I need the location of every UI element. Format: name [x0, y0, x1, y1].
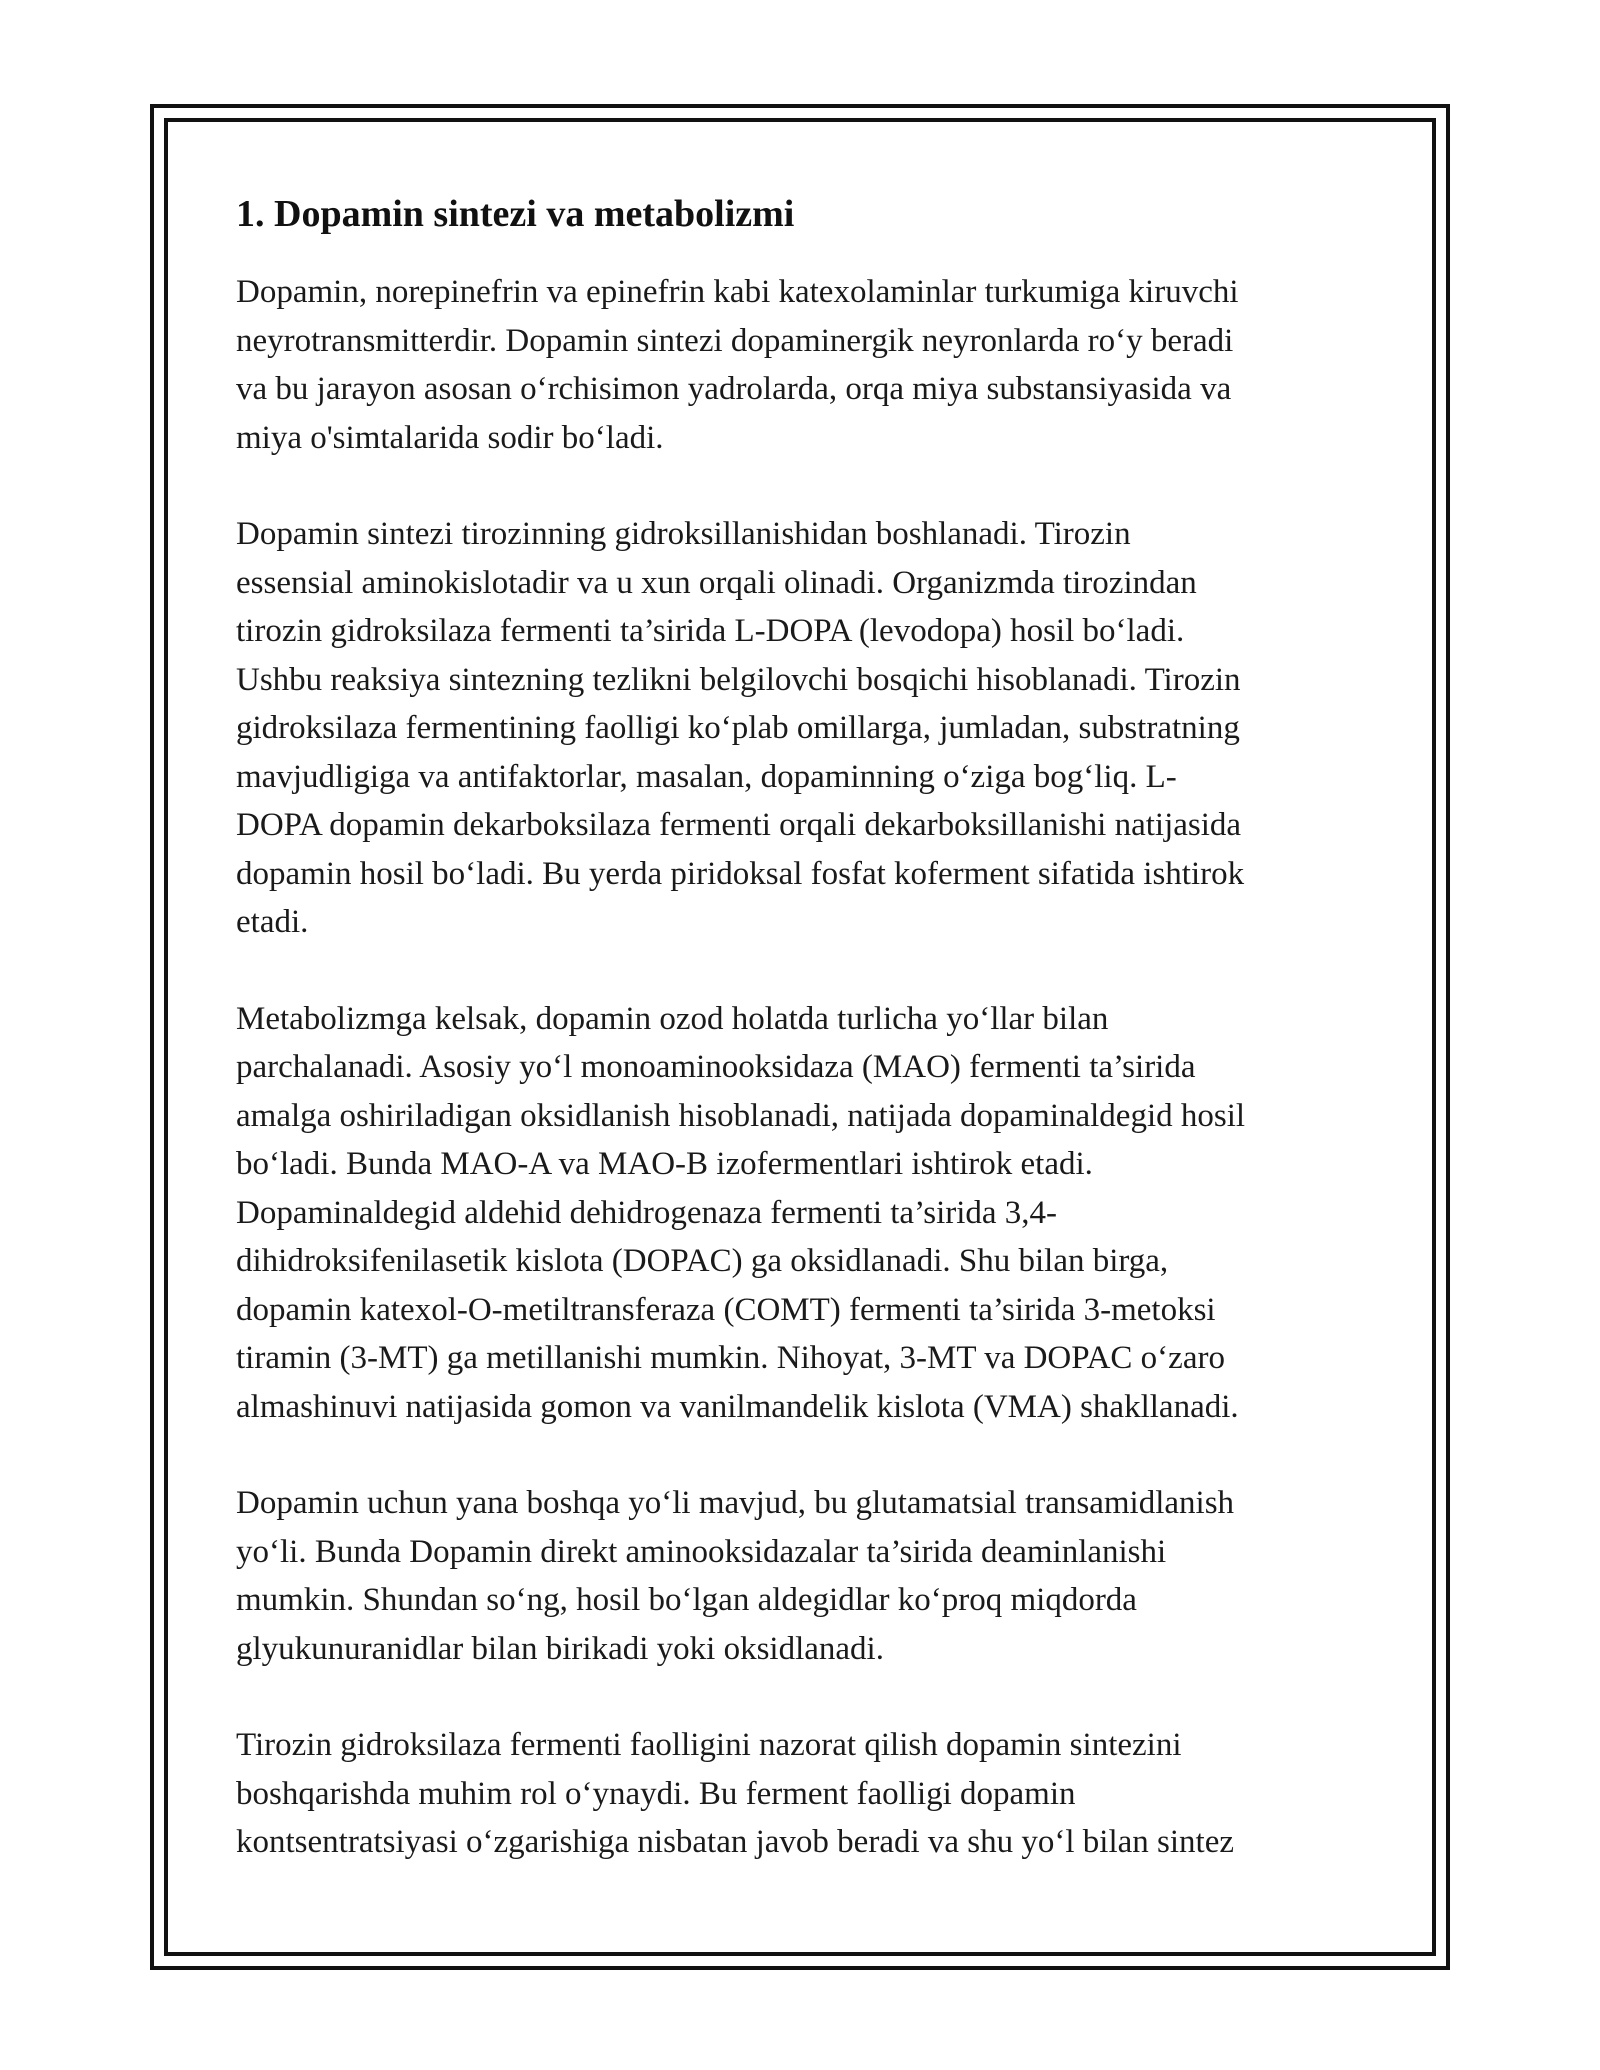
- paragraph-5: Tirozin gidroksilaza fermenti faolligini nazorat qilish dopamin sintezini boshqarishda muhim rol o‘ynaydi. Bu ferment faolligi dopamin kontsentratsiyasi o‘zgarishiga nisbatan javob beradi va shu yo‘l bilan sintez: [236, 1727, 1234, 1860]
- paragraph-1: Dopamin, norepinefrin va epinefrin kabi katexolaminlar turkumiga kiruvchi neyrotransmitterdir. Dopamin sintezi dopaminergik neyronlarda ro‘y beradi va bu jarayon asosan o‘rchisimon yadrolarda, orqa miya substansiyasida va miya o'simtalarida sodir bo‘ladi.: [236, 274, 1239, 456]
- paragraph-2: Dopamin sintezi tirozinning gidroksillanishidan boshlanadi. Tirozin essensial aminokislotadir va u xun orqali olinadi. Organizmda tirozindan tirozin gidroksilaza fermenti ta’sirida L-DOPA (levodopa) hosil bo‘ladi. Ushbu reaksiya sintezning tezlikni belgilovchi bosqichi hisoblanadi. Tirozin gidroksilaza fermentining faolligi ko‘plab omillarga, jumladan, substratning mavjudligiga va antifaktorlar, masalan, dopaminning o‘ziga bog‘liq. L- DOPA dopamin dekarboksilaza fermenti orqali dekarboksillanishi natijasida dopamin hosil bo‘ladi. Bu yerda piridoksal fosfat koferment sifatida ishtirok etadi.: [236, 516, 1245, 940]
- paragraph-4: Dopamin uchun yana boshqa yo‘li mavjud, bu glutamatsial transamidlanish yo‘li. Bunda Dopamin direkt aminooksidazalar ta’sirida deaminlanishi mumkin. Shundan so‘ng, hosil bo‘lgan aldegidlar ko‘proq miqdorda glyukunuranidlar bilan birikadi yoki oksidlanadi.: [236, 1485, 1235, 1667]
- document-body: [236, 190, 1376, 1915]
- section-title: 1. Dopamin sintezi va metabolizmi: [236, 193, 795, 235]
- paragraph-3: Metabolizmga kelsak, dopamin ozod holatda turlicha yo‘llar bilan parchalanadi. Asosiy yo‘l monoaminooksidaza (MAO) fermenti ta’sirida amalga oshiriladigan oksidlanish hisoblanadi, natijada dopaminaldegid hosil bo‘ladi. Bunda MAO-A va MAO-B izofermentlari ishtirok etadi. Dopaminaldegid aldehid dehidrogenaza fermenti ta’sirida 3,4- dihidroksifenilasetik kislota (DOPAC) ga oksidlanadi. Shu bilan birga, dopamin katexol-O-metiltransferaza (COMT) fermenti ta’sirida 3-metoksi tiramin (3-MT) ga metillanishi mumkin. Nihoyat, 3-MT va DOPAC o‘zaro almashinuvi natijasida gomon va vanilmandelik kislota (VMA) shakllanadi.: [236, 1000, 1246, 1425]
